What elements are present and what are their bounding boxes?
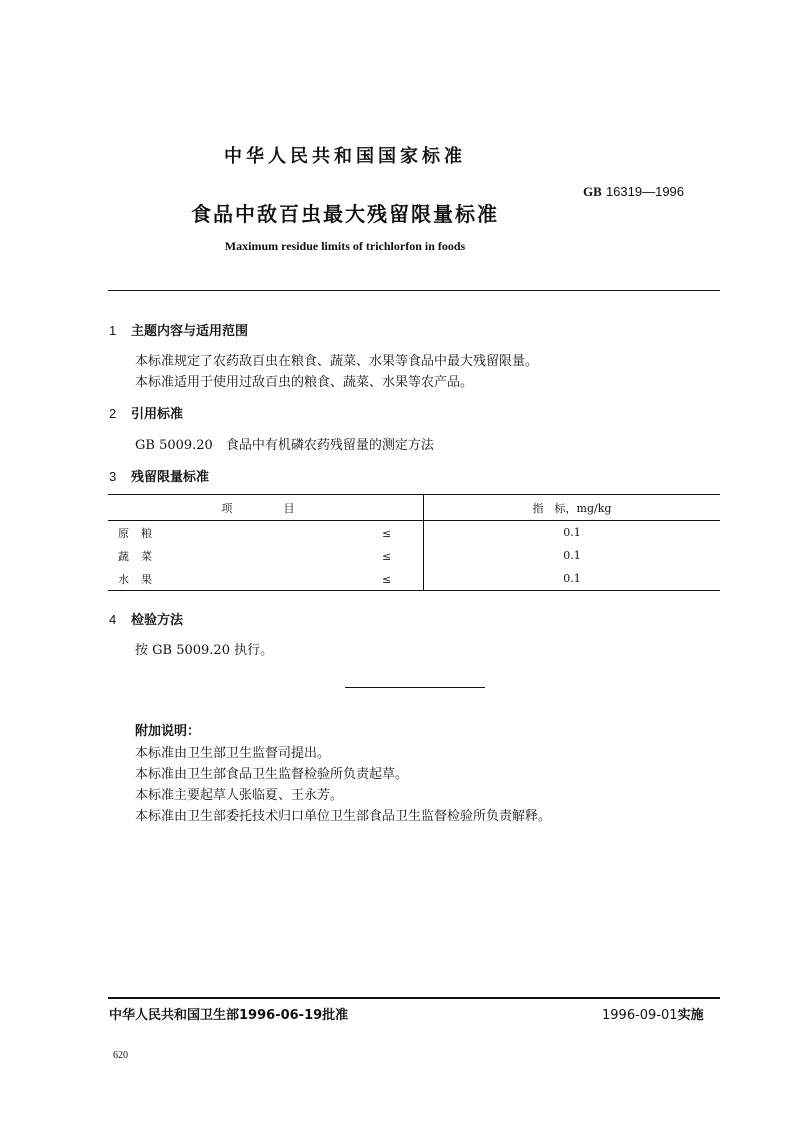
section-title: 主题内容与适用范围 [131,324,249,339]
food-item: 蔬菜 [118,549,164,563]
header-rule [108,290,720,291]
leq-sign: ≤ [382,549,392,563]
food-item: 水果 [118,572,164,586]
document-title-cn: 食品中敌百虫最大残留限量标准 [191,202,499,226]
section-title: 检验方法 [131,613,184,628]
section-2-heading [109,403,183,422]
effective-date: 1996-09-01 [602,1008,678,1023]
limit-value: 0.1 [563,549,581,562]
residue-limit-table [108,494,720,591]
approval-line: 中华人民共和国卫生部1996-06-19批准 [109,1008,349,1023]
gb-number: 16319—1996 [605,184,685,199]
section-4-paragraph: 按 GB 5009.20 执行。 [135,643,274,658]
table-header-row [108,495,720,521]
national-standard-heading: 中华人民共和国国家标准 [224,146,466,167]
section-number: 1 [109,323,117,338]
referenced-standard: GB 5009.20 食品中有机磷农药残留量的测定方法 [135,438,434,453]
note-line: 本标准由卫生部卫生监督司提出。 [135,746,331,761]
section-number: 2 [109,406,117,421]
note-line: 本标准主要起草人张临夏、王永芳。 [135,788,344,803]
food-item: 原粮 [118,526,164,540]
note-line: 本标准由卫生部委托技术归口单位卫生部食品卫生监督检验所负责解释。 [135,809,552,824]
column-header-index: 指 标，mg/kg [532,501,612,515]
column-header-item: 项 目 [221,501,315,515]
footer-rule [108,997,720,999]
effective-line [602,1004,704,1023]
leq-sign: ≤ [382,572,392,586]
section-1-paragraph: 本标准适用于使用过敌百虫的粮食、蔬菜、水果等农产品。 [135,375,474,390]
section-3-heading [109,466,209,485]
section-title: 引用标准 [131,407,184,422]
notes-heading: 附加说明： [135,724,201,739]
limit-value: 0.1 [563,526,581,539]
section-number: 4 [109,612,117,627]
section-4-heading [109,609,183,628]
section-title: 残留限量标准 [131,470,210,485]
table-row [108,567,720,591]
gb-prefix: GB [583,184,602,199]
section-1-heading [109,320,248,339]
document-title-en: Maximum residue limits of trichlorfon in foods [224,239,466,253]
section-1-paragraph: 本标准规定了农药敌百虫在粮食、蔬菜、水果等食品中最大残留限量。 [135,354,539,369]
table-row [108,521,720,545]
section-separator [345,687,485,688]
effective-label: 实施 [677,1008,704,1023]
section-number: 3 [109,469,117,484]
leq-sign: ≤ [382,526,392,540]
limit-value: 0.1 [563,572,581,585]
note-line: 本标准由卫生部食品卫生监督检验所负责起草。 [135,767,409,782]
page-number: 620 [113,1050,128,1061]
table-row [108,544,720,567]
